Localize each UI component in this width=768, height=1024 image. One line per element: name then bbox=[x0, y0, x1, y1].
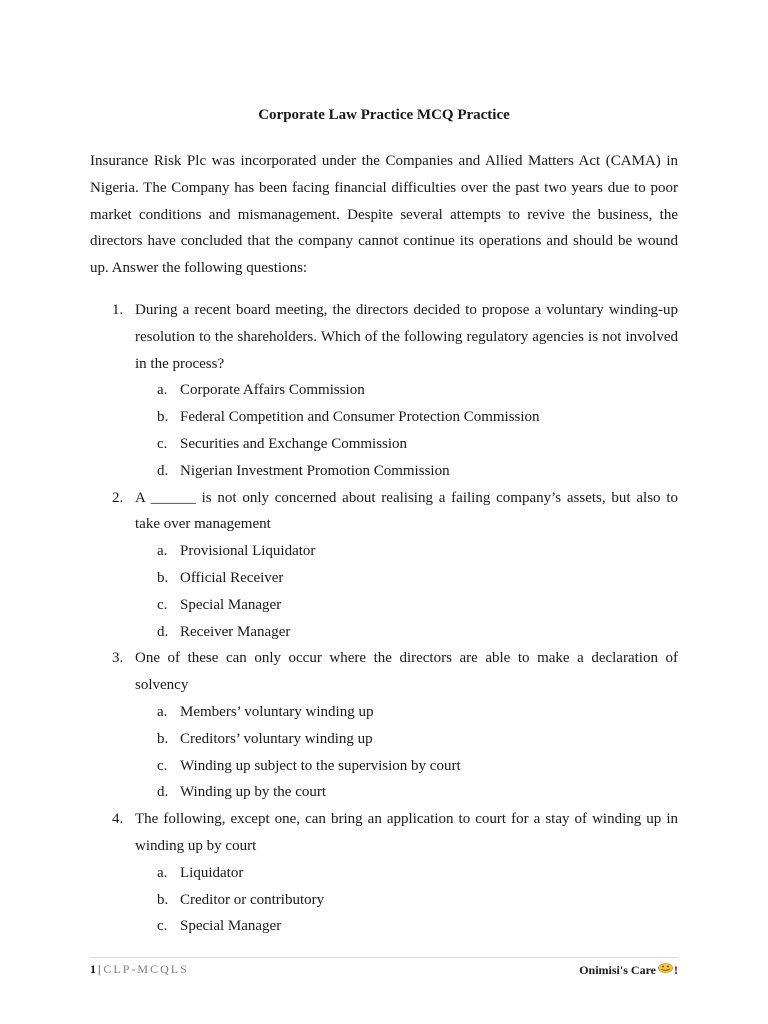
footer-brand-suffix: ! bbox=[674, 963, 678, 977]
option-item bbox=[135, 753, 678, 780]
question-2 bbox=[90, 485, 678, 646]
option-text: Creditors’ voluntary winding up bbox=[180, 730, 373, 747]
option-letter: b. bbox=[157, 891, 169, 908]
option-letter: a. bbox=[157, 543, 168, 560]
option-letter: b. bbox=[157, 569, 169, 586]
question-text: During a recent board meeting, the directors decided to propose a voluntary winding-up resolution to the shareholders. Which of the following regulatory agencies is not involved in the process? bbox=[135, 302, 678, 372]
option-item bbox=[135, 887, 678, 914]
footer-page-label bbox=[90, 962, 189, 977]
footer-code: CLP-MCQLS bbox=[103, 962, 189, 976]
option-letter: b. bbox=[157, 730, 169, 747]
page-number: 1 bbox=[90, 962, 96, 976]
option-letter: d. bbox=[157, 784, 169, 801]
option-text: Official Receiver bbox=[180, 569, 284, 586]
question-1 bbox=[90, 297, 678, 485]
question-list bbox=[90, 297, 678, 940]
page-title: Corporate Law Practice MCQ Practice bbox=[258, 107, 510, 123]
option-item bbox=[135, 431, 678, 458]
option-text: Winding up by the court bbox=[180, 784, 327, 801]
option-text: Federal Competition and Consumer Protection Commission bbox=[180, 409, 540, 426]
option-list bbox=[135, 860, 678, 940]
footer-separator: | bbox=[98, 962, 101, 976]
question-3 bbox=[90, 645, 678, 806]
question-text: The following, except one, can bring an application to court for a stay of winding up in winding up by court bbox=[135, 811, 678, 854]
option-text: Special Manager bbox=[180, 918, 282, 935]
option-item bbox=[135, 404, 678, 431]
question-number: 3. bbox=[112, 650, 124, 667]
option-item bbox=[135, 565, 678, 592]
option-text: Liquidator bbox=[180, 864, 244, 881]
option-item bbox=[135, 458, 678, 485]
option-letter: c. bbox=[157, 435, 168, 452]
option-list bbox=[135, 699, 678, 806]
question-number: 4. bbox=[112, 811, 124, 828]
question-number: 2. bbox=[112, 489, 124, 506]
option-letter: a. bbox=[157, 382, 168, 399]
intro-paragraph: Insurance Risk Plc was incorporated under the Companies and Allied Matters Act (CAMA) in Nigeria. The Company has been facing financial difficulties over the past two years due to poor market conditions and mismanagement. Despite several attempts to revive the business, the directors have concluded that the company cannot continue its operations and should be wound up. Answer the following questions: bbox=[90, 153, 678, 277]
option-text: Members’ voluntary winding up bbox=[180, 703, 374, 720]
option-item bbox=[135, 779, 678, 806]
option-item bbox=[135, 538, 678, 565]
option-letter: c. bbox=[157, 757, 168, 774]
option-text: Creditor or contributory bbox=[180, 891, 325, 908]
option-letter: c. bbox=[157, 918, 168, 935]
option-item bbox=[135, 860, 678, 887]
option-letter: d. bbox=[157, 623, 169, 640]
option-letter: c. bbox=[157, 596, 168, 613]
question-text: One of these can only occur where the directors are able to make a declaration of solvency bbox=[135, 650, 678, 694]
option-item bbox=[135, 726, 678, 753]
option-item bbox=[135, 377, 678, 404]
option-item bbox=[135, 913, 678, 940]
option-text: Corporate Affairs Commission bbox=[180, 382, 365, 399]
option-item bbox=[135, 592, 678, 619]
option-text: Winding up subject to the supervision by court bbox=[180, 757, 461, 774]
option-letter: a. bbox=[157, 864, 168, 881]
option-item bbox=[135, 699, 678, 726]
question-4 bbox=[90, 806, 678, 940]
option-text: Special Manager bbox=[180, 596, 282, 613]
option-item bbox=[135, 619, 678, 646]
option-text: Securities and Exchange Commission bbox=[180, 435, 408, 452]
face-with-hand-over-mouth-icon bbox=[658, 962, 673, 972]
option-text: Provisional Liquidator bbox=[180, 543, 316, 560]
option-letter: d. bbox=[157, 462, 169, 479]
question-number: 1. bbox=[112, 302, 124, 318]
footer-divider bbox=[90, 957, 678, 958]
footer-brand-text: Onimisi's Care bbox=[579, 963, 656, 977]
option-text: Receiver Manager bbox=[180, 623, 291, 640]
option-list bbox=[135, 377, 678, 484]
footer-brand bbox=[579, 962, 678, 978]
option-letter: b. bbox=[157, 409, 169, 426]
option-text: Nigerian Investment Promotion Commission bbox=[180, 462, 450, 479]
option-list bbox=[135, 538, 678, 645]
question-text: A ______ is not only concerned about realising a failing company’s assets, but also to take over management bbox=[135, 489, 678, 533]
option-letter: a. bbox=[157, 703, 168, 720]
